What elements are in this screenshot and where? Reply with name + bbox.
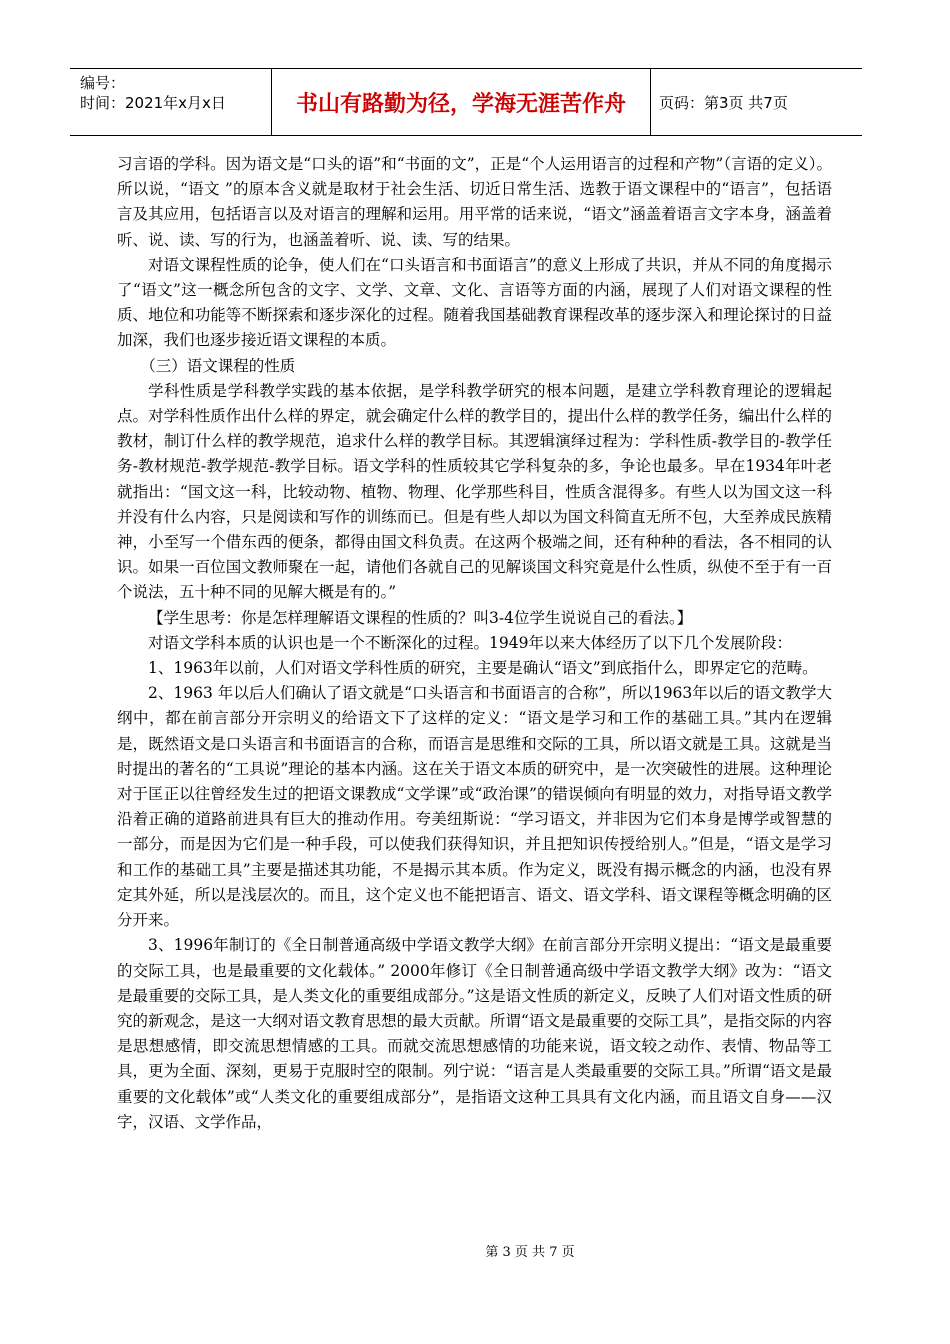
- document-body: [117, 152, 832, 1135]
- paragraph: 3、1996年制订的《全日制普通高级中学语文教学大纲》在前言部分开宗明义提出：“语文是最重要的交际工具，也是最重要的文化载体。” 2000年修订《全日制普通高级中学语文教学大纲》改为：“语文是最重要的交际工具，是人类文化的重要组成部分。”这是语文性质的新定义，反映了人们对语文性质的研究的新观念，是这一大纲对语文教育思想的最大贡献。所谓“语文是最重要的交际工具”，是指交际的内容是思想感情，即交流思想情感的工具。而就交流思想感情的功能来说，语文较之动作、表情、物品等工具，更为全面、深刻，更易于克服时空的限制。列宁说：“语言是人类最重要的交际工具。”所谓“语文是最重要的文化载体”或“人类文化的重要组成部分”，是指语文这种工具具有文化内涵，而且语文自身——汉字，汉语、文学作品，: [117, 936, 832, 1131]
- paragraph: 对语文学科本质的认识也是一个不断深化的过程。1949年以来大体经历了以下几个发展阶段：: [148, 633, 792, 652]
- header-page-info: 页码：第3页 共7页: [659, 93, 788, 112]
- document-number-label: 编号：: [80, 74, 126, 92]
- section-heading: （三）语文课程的性质: [140, 356, 296, 375]
- student-prompt: 【学生思考：你是怎样理解语文课程的性质的？叫3-4位学生说说自己的看法。】: [148, 608, 693, 627]
- paragraph: 1、1963年以前，人们对语文学科性质的研究，主要是确认“语文”到底指什么，即界定它的范畴。: [148, 659, 818, 678]
- paragraph: 习言语的学科。因为语文是“口头的语”和“书面的文”，正是“个人运用语言的过程和产物”（言语的定义）。所以说，“语文 ”的原本含义就是取材于社会生活、切近日常生活、选教于语文课程中的“语言”，包括语言及其应用，包括语言以及对语言的理解和运用。用平常的话来说，“语文”涵盖着语言文字本身，涵盖着听、说、读、写的行为，也涵盖着听、说、读、写的结果。: [117, 155, 832, 249]
- header-motto: 书山有路勤为径，学海无涯苦作舟: [272, 69, 651, 135]
- document-date: 时间：2021年x月x日: [80, 94, 226, 112]
- paragraph: 对语文课程性质的论争，使人们在“口头语言和书面语言”的意义上形成了共识，并从不同的角度揭示了“语文”这一概念所包含的文字、文学、文章、文化、言语等方面的内涵，展现了人们对语文课程的性质、地位和功能等不断探索和逐步深化的过程。随着我国基础教育课程改革的逐步深入和理论探讨的日益加深，我们也逐步接近语文课程的本质。: [117, 255, 832, 350]
- page-footer: 第 3 页 共 7 页: [485, 1245, 575, 1260]
- page-header: [70, 68, 862, 136]
- paragraph: 2、1963 年以后人们确认了语文就是“口头语言和书面语言的合称”，所以1963年以后的语文教学大纲中，都在前言部分开宗明义的给语文下了这样的定义：“语文是学习和工作的基础工具。”其内在逻辑是，既然语文是口头语言和书面语言的合称，而语言是思维和交际的工具，所以语文就是工具。这就是当时提出的著名的“工具说”理论的基本内涵。这在关于语文本质的研究中，是一次突破性的进展。这种理论对于匡正以往曾经发生过的把语文课教成“文学课”或“政治课”的错误倾向有明显的效力，对指导语文教学沿着正确的道路前进具有巨大的推动作用。夸美纽斯说：“学习语文，并非因为它们本身是博学或智慧的一部分，而是因为它们是一种手段，可以使我们获得知识，并且把知识传授给别人。”但是，“语文是学习和工作的基础工具”主要是描述其功能，不是揭示其本质。作为定义，既没有揭示概念的内涵，也没有界定其外延，所以是浅层次的。而且，这个定义也不能把语言、语文、语文学科、语文课程等概念明确的区分开来。: [117, 684, 832, 930]
- paragraph: 学科性质是学科教学实践的基本依据，是学科教学研究的根本问题，是建立学科教育理论的逻辑起点。对学科性质作出什么样的界定，就会确定什么样的教学目的，提出什么样的教学任务，编出什么样的教材，制订什么样的教学规范，追求什么样的教学目标。其逻辑演绎过程为：学科性质-教学目的-教学任务-教材规范-教学规范-教学目标。语文学科的性质较其它学科复杂的多，争论也最多。早在1934年叶老就指出：“国文这一科，比较动物、植物、物理、化学那些科目，性质含混得多。有些人以为国文这一科并没有什么内容，只是阅读和写作的训练而已。但是有些人却以为国文科简直无所不包，大至养成民族精神，小至写一个借东西的便条，都得由国文科负责。在这两个极端之间，还有种种的看法，各不相同的认识。如果一百位国文教师聚在一起，请他们各就自己的见解谈国文科究竟是什么性质，纵使不至于有一百个说法，五十种不同的见解大概是有的。”: [117, 381, 832, 602]
- header-meta: [70, 69, 272, 135]
